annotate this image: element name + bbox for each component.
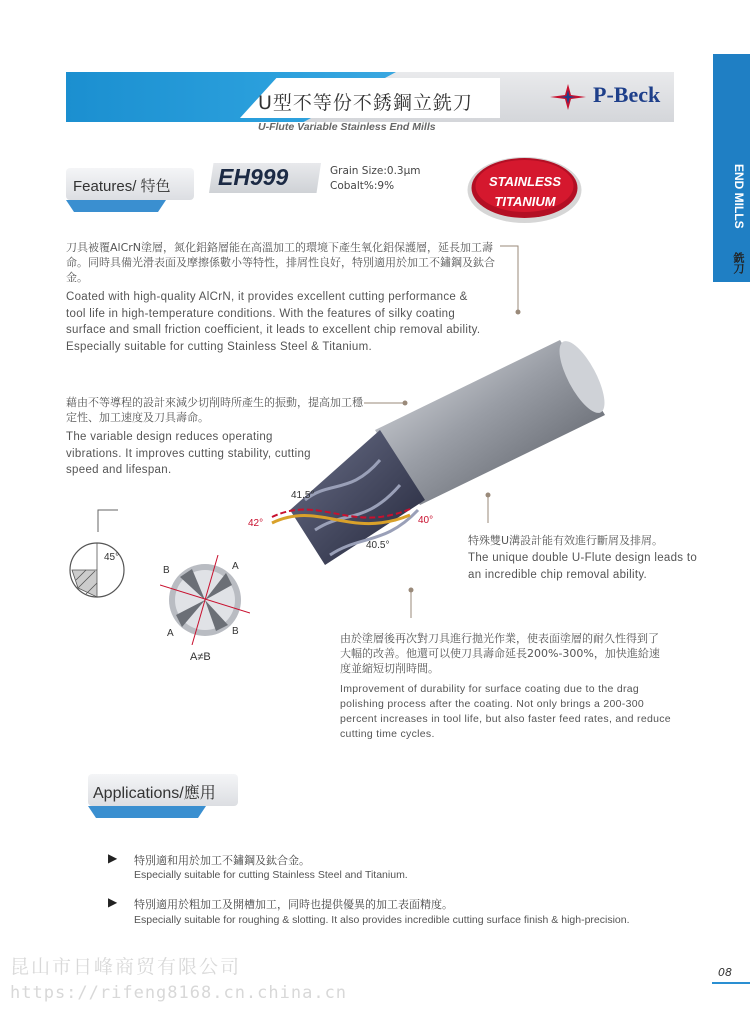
section-tab-label-cn: 銑刀: [732, 252, 745, 274]
brand-name: P-Beck: [593, 82, 661, 107]
application-2-en: Especially suitable for roughing & slotting. It also provides incredible cutting surface finish & high-precision.: [134, 914, 630, 926]
section-label-b-top: B: [163, 565, 170, 576]
watermark-company: 昆山市日峰商贸有限公司: [10, 956, 242, 978]
page-title: U型不等份不銹鋼立銑刀: [258, 92, 473, 114]
variable-text-cn: 藉由不等導程的設計來減少切削時所產生的振動，提高加工穩定性、加工速度及刀具壽命。: [66, 396, 363, 424]
polish-text-cn: 由於塗層後再次對刀具進行拋光作業，使表面塗層的耐久性得到了大幅的改善。他還可以使刀具壽命延長200%-300%，加快進給速度並縮短切削時間。: [340, 632, 660, 675]
variable-text-en: The variable design reduces operating vibrations. It improves cutting stability, cutting speed and lifespan.: [66, 431, 311, 476]
application-2-cn: 特別適用於粗加工及開槽加工，同時也提供優異的加工表面精度。: [134, 898, 453, 911]
badge-stainless: STAINLESS: [489, 174, 561, 189]
features-heading: Features/ 特色: [73, 178, 171, 195]
bullet-arrow-icon: ▶: [108, 895, 118, 909]
coating-text-cn: 刀具被覆AlCrN塗層，氮化鋁鉻層能在高溫加工的環境下產生氧化鋁保護層，延長加工壽命。同時具備光滑表面及摩擦係數小等特性，排屑性良好，特別適用於加工不鏽鋼及鈦合金。: [66, 241, 495, 284]
polish-text-en: Improvement of durability for surface coating due to the drag polishing process after the coating. Not only brings a 200-300 percent increases in tool life, but also faster feed rates, and reduce cutting time cycles.: [340, 683, 671, 740]
page-subtitle: U-Flute Variable Stainless End Mills: [258, 121, 436, 133]
grain-size: Grain Size:0.3μm: [330, 165, 421, 177]
section-inequality: A≠B: [190, 651, 211, 663]
application-1-en: Especially suitable for cutting Stainless Steel and Titanium.: [134, 869, 408, 881]
page-number: 08: [718, 966, 732, 979]
coating-text-en: Coated with high-quality AlCrN, it provides excellent cutting performance & tool life in high-temperature conditions. With the features of silky coating surface and small friction coefficient, it leads to excellent chip removal ability. Especially suitable for cutting Stainless Steel & Titanium.: [66, 291, 481, 353]
angle-42: 42°: [248, 518, 264, 529]
section-label-a-bottom: A: [167, 628, 174, 639]
page-number-rule: [712, 982, 750, 984]
angle-40: 40°: [418, 515, 434, 526]
section-tab-label: END MILLS: [732, 164, 746, 229]
application-1-cn: 特別適和用於加工不鏽鋼及鈦合金。: [134, 854, 310, 867]
cobalt-content: Cobalt%:9%: [330, 180, 395, 192]
model-number: EH999: [218, 164, 289, 190]
badge-titanium: TITANIUM: [494, 194, 556, 209]
heading-arrow-icon: [88, 806, 206, 820]
applications-heading: Applications/應用: [93, 785, 216, 802]
angle-45: 45°: [104, 552, 120, 563]
angle-41-5: 41.5°: [291, 490, 315, 501]
section-label-b-bottom: B: [232, 626, 239, 637]
uflute-text-en: The unique double U-Flute design leads to an incredible chip removal ability.: [468, 552, 698, 581]
angle-40-5: 40.5°: [366, 540, 390, 551]
uflute-text-cn: 特殊雙U溝設計能有效進行斷屑及排屑。: [468, 534, 664, 547]
bullet-arrow-icon: ▶: [108, 851, 118, 865]
edge-angle-diagram: [68, 540, 126, 600]
end-mill-illustration: [260, 330, 620, 590]
watermark-url: https://rifeng8168.cn.china.cn: [10, 983, 348, 1003]
section-label-a-top: A: [232, 561, 239, 572]
